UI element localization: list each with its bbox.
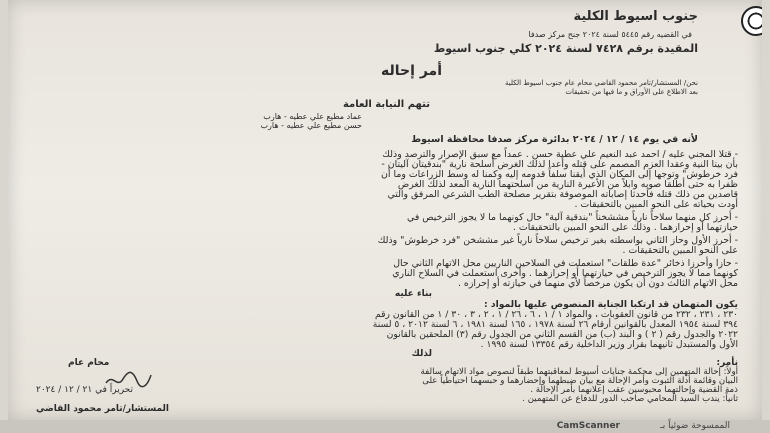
scanner-footer [0, 420, 770, 433]
basis-line: ٢٣٠ ، ٢٣١ ، ٢٣٢ من قانون العقوبات ، والمواد ١ / ١ ، ٦ ، ٢٦ / ١ ، ٢ ، ٣ ، ٣٠ / ١ من القانون رقم [374, 309, 738, 320]
signer-title: محام عام [68, 358, 110, 368]
location-line: لأنه في يوم ١٤ / ١٢ / ٢٠٢٤ بدائرة مركز صدفا محافظة اسيوط [411, 134, 698, 145]
decision-line: ثانياً: يندب السيد المحامي صاحب الدور للدفاع عن المتهمين . [522, 394, 738, 404]
charge-line: على النحو المبين بالتحقيقات . [622, 245, 738, 256]
accusation-heading: تتهم النيابة العامة [342, 99, 430, 110]
issuer-line: نحن/ المستشار/تامر محمود القاضي محام عام جنوب اسيوط الكلية [505, 79, 698, 87]
decision-line: ذمة القضية وإحالتهما محبوسين عقب إعلانهما بأمر الإحالة . [530, 385, 738, 395]
basis-line: ٣٩٤ لسنة ١٩٥٤ المعدل بالقوانين أرقام ٢٦ لسنة ١٩٧٨ ، ١٦٥ لسنة ١٩٨١ ، ٦ لسنة ٢٠١٢ ، ٥ لسنة [372, 319, 738, 330]
scanner-app: CamScanner [556, 421, 620, 431]
basis-heading: بناء عليه [394, 289, 432, 299]
defendant-2: حسن مطيع علي عطيه - هارب [260, 121, 362, 130]
charge-line: بأن بيتا النية وعقدا العزم المصمم على قتله وأعدا لذلك الغرض أسلحة نارية "بندقيتان آليتان - [381, 159, 738, 170]
charge-line: حيازتهما أو إحرازهما . وذلك على النحو المبين بالتحقيقات . [512, 222, 738, 233]
charge-line: محل الاتهام الثالث دون أن يكون مرخصاً لأي منهما في حيازته أو إحرازه . [457, 278, 738, 289]
decision-line: أولاً: إحالة المتهمين إلى محكمة جنايات أسيوط لمعاقبتهما طبقاً لنصوص مواد الاتهام سالفة [420, 367, 738, 377]
defendant-1: عماد مطيع علي عطيه - هارب [263, 112, 362, 121]
charge-line: - حازا وأحرزا ذخائر "عدة طلقات" استعملت في السلاحين الناريين محل الاتهام الثاني حال [393, 258, 738, 269]
charge-line: أودت بحياته على النحو المبين بالتحقيقات . [574, 199, 738, 210]
scanner-text: الممسوحة ضوئياً بـ [660, 421, 730, 431]
basis-line: ٢٠٢٢ والجدول رقم ( ٢ ) و البند (ب) من القسم الثاني من الجدول رقم (٣) الملحقين بالقانون [386, 329, 738, 340]
basis-line: الأول والمستبدل ثانيهما بقرار وزير الداخلية رقم ١٣٣٥٤ لسنة ١٩٩٥ . [480, 339, 738, 350]
decision-line: البيان وقائمة أدلة الثبوت وأمر الإحالة مع بيان ضبطهما وإحضارهما و حبسهما احتياطياً على [422, 376, 738, 386]
signer-name: المستشار/تامر محمود القاضي [36, 404, 170, 414]
charge-line: ظفرا به حتى أطلقا صوبه وابلاً من الأعيرة النارية من أسلحتهما النارية المعد لذلك الغرض [397, 179, 738, 190]
charge-line: - أحرز كل منهما سلاحاً نارياً مششخناً "بندقية آلية" حال كونهما ما لا يجوز الترخيص في [407, 212, 738, 223]
date-line: تحريراً في ٢١ / ١٢ / ٢٠٢٤ [36, 385, 133, 395]
document-page [8, 0, 762, 420]
charge-line: قاصدين من ذلك قتله فأحدثا إصاباته الموصوفة بتقرير مصلحة الطب الشرعي المرفق والتي [387, 189, 738, 200]
decision-heading: نأمر: [716, 358, 738, 368]
prosecution-name: جنوب اسيوط الكلية [573, 9, 698, 24]
basis-closing: لذلك [411, 349, 432, 359]
emblem-icon [741, 6, 762, 36]
charge-line: - أحرز الأول وحاز الثاني بواسطته بغير ترخيص سلاحاً نارياً غير مششخن "فرد خرطوش" وذلك [377, 235, 738, 246]
handwritten-signature [103, 369, 153, 391]
charge-line: - قتلا المجني عليه / احمد عبد النعيم علي عطية حسن . عمداً مع سبق الإصرار والترصد وذلك [382, 149, 738, 160]
order-title: أمر إحاله [381, 63, 442, 79]
charge-line: فرد خرطوش" وتوجها إلى المكان الذي أيقنا سلفاً قدومه إليه وكمنا له وسط الزراعات وما أن [381, 169, 738, 180]
basis-line: يكون المتهمان قد ارتكبا الجناية المنصوص عليها بالمواد : [484, 299, 738, 310]
charge-line: كونهما مما لا يجوز الترخيص في حيازتهما أو إحرازهما . وأخرى استعملت في السلاح الناري [392, 268, 738, 279]
registered-as: المقيدة برقم ٧٤٢٨ لسنة ٢٠٢٤ كلي جنوب اسيوط [433, 42, 698, 55]
case-reference: في القضيه رقم ٥٤٤٥ لسنة ٢٠٢٤ جنح مركز صدفا [528, 30, 692, 39]
reviewed-line: بعد الاطلاع على الأوراق و ما فيها من تحقيقات [565, 88, 698, 96]
